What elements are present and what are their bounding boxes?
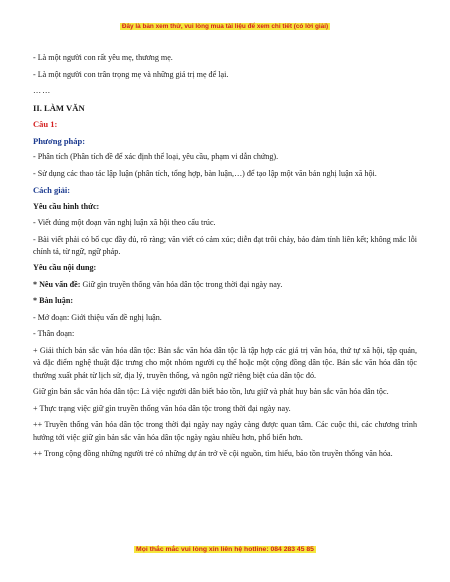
body-paragraph: + Giải thích bản sắc văn hóa dân tộc: Bản sắc văn hóa dân tộc là tập hợp các giá trị văn hóa, thứ tự xã hội, tập quán, và đặc điểm nghệ thuật đặc trưng cho một nhóm người cụ thể hoặc một cộng đồng dân tộc. Bản sắc văn hóa dân tộc thường xuất phát từ lịch sử, địa lý, truyền thống, và ngôn ngữ riêng biệt của dân tộc đó.: [33, 345, 417, 380]
issue-paragraph: [33, 279, 417, 291]
hotline-text: Mọi thắc mắc vui lòng xin liên hệ hotline: 084 283 45 85: [136, 546, 314, 553]
method-heading: Phương pháp:: [33, 135, 86, 146]
form-requirement-item: - Viết đúng một đoạn văn nghị luận xã hội theo cấu trúc.: [33, 218, 216, 227]
body-label: - Thân đoạn:: [33, 329, 75, 339]
issue-text: Giữ gìn truyền thống văn hóa dân tộc trong thời đại ngày nay.: [80, 279, 283, 289]
document-body: [33, 52, 417, 465]
preview-notice-banner: [0, 23, 450, 30]
body-paragraph: ++ Trong cộng đồng những người trẻ có những dự án trở về cội nguồn, tìm hiểu, bảo tồn truyền thống văn hóa.: [33, 449, 393, 459]
preview-notice-text: Đây là bản xem thử, vui lòng mua tài liệu để xem chi tiết (có lời giải): [121, 23, 329, 30]
ellipsis: ……: [33, 86, 52, 95]
issue-label: * Nêu vấn đề:: [33, 279, 81, 289]
opening-line: - Mở đoạn: Giới thiệu vấn đề nghị luận.: [33, 312, 162, 322]
body-paragraph: + Thực trạng việc giữ gìn truyền thống văn hóa dân tộc trong thời đại ngày nay.: [33, 403, 291, 413]
body-paragraph: ++ Truyền thống văn hóa dân tộc trong thời đại ngày nay ngày càng được quan tâm. Các cuộc thi, các chương trình hướng tới việc giữ gìn bản sắc văn hóa dân tộc ngày ngàu nhiều hơn, phổ biến hơn.: [33, 420, 417, 442]
body-paragraph: Giữ gìn bản sắc văn hóa dân tộc: Là việc người dân biết bảo tồn, lưu giữ và phát huy bản sắc văn hóa dân tộc.: [33, 387, 389, 397]
text-line: - Là một người con rất yêu mẹ, thương mẹ.: [33, 53, 173, 62]
text-line: - Là một người con trân trọng mẹ và những giá trị mẹ để lại.: [33, 69, 229, 79]
hotline-banner: [0, 546, 450, 553]
method-item: - Phân tích (Phân tích đề để xác định thể loại, yêu cầu, phạm vi dẫn chứng).: [33, 152, 279, 161]
question-label: Câu 1:: [33, 119, 58, 129]
solution-heading: Cách giải:: [33, 185, 71, 195]
content-requirement-heading: Yêu cầu nội dung:: [33, 263, 97, 273]
discussion-label: * Bàn luận:: [33, 296, 74, 306]
method-item: - Sử dụng các thao tác lập luận (phân tích, tổng hợp, bàn luận,…) để tạo lập một văn bản nghị luận xã hội.: [33, 168, 377, 178]
section-title: II. LÀM VĂN: [33, 102, 85, 113]
form-requirement-heading: Yêu cầu hình thức:: [33, 201, 100, 211]
form-requirement-item: - Bài viết phải có bố cục đầy đủ, rõ ràng; văn viết có cảm xúc; diễn đạt trôi chảy, bảo đảm tính liên kết; không mắc lỗi chính tả, từ ngữ, ngữ pháp.: [33, 234, 417, 256]
